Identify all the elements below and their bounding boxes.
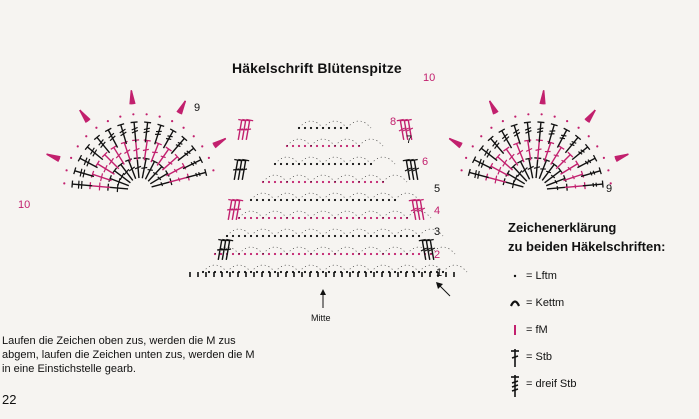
stb-cross bbox=[80, 169, 82, 177]
round-number-10-right: 10 bbox=[423, 72, 436, 84]
chain-dot bbox=[376, 253, 378, 255]
stb-cross bbox=[167, 136, 172, 137]
chart-title: Häkelschrift Blütenspitze bbox=[232, 60, 402, 76]
chain-dot bbox=[316, 253, 318, 255]
stb-cap bbox=[131, 122, 138, 123]
chain-dot bbox=[364, 199, 366, 201]
legend-label: = Kettm bbox=[526, 296, 565, 309]
chain-dot bbox=[304, 199, 306, 201]
chain-dot bbox=[292, 199, 294, 201]
chain-dot bbox=[328, 127, 330, 129]
chain-dot bbox=[298, 217, 300, 219]
chain-dot bbox=[370, 253, 372, 255]
chain-dot bbox=[346, 181, 348, 183]
chain-dot bbox=[292, 163, 294, 165]
chain-dot bbox=[340, 145, 342, 147]
chain-dot bbox=[268, 217, 270, 219]
chain-dot bbox=[268, 199, 270, 201]
round-number-2: 2 bbox=[434, 249, 441, 261]
chain-dot bbox=[70, 157, 72, 159]
chain-dot bbox=[280, 199, 282, 201]
chain-dot bbox=[388, 253, 390, 255]
stb-cap bbox=[144, 140, 151, 141]
chain-dot bbox=[280, 253, 282, 255]
chain-dot bbox=[352, 181, 354, 183]
chain-dot bbox=[280, 163, 282, 165]
legend-label: = fM bbox=[526, 323, 548, 336]
stb-cross bbox=[536, 149, 542, 150]
chain-dot bbox=[364, 163, 366, 165]
chain-dot bbox=[304, 127, 306, 129]
chain-dot bbox=[322, 253, 324, 255]
stb-cross bbox=[572, 141, 577, 143]
chain-dot bbox=[208, 271, 210, 273]
chain-dot bbox=[328, 271, 330, 273]
chain-dot bbox=[376, 217, 378, 219]
chain-dot bbox=[346, 145, 348, 147]
chain-dot bbox=[607, 169, 609, 171]
chain-dot bbox=[298, 145, 300, 147]
stb-cap bbox=[537, 122, 544, 123]
stb-cross bbox=[503, 160, 507, 166]
chain-dot bbox=[328, 217, 330, 219]
chain-dot bbox=[316, 163, 318, 165]
chain-loop bbox=[383, 175, 407, 182]
chain-dot bbox=[364, 181, 366, 183]
stb-cross bbox=[81, 181, 82, 189]
chain-dot bbox=[388, 217, 390, 219]
chain-dot bbox=[394, 253, 396, 255]
legend bbox=[508, 262, 576, 397]
chain-dot bbox=[352, 235, 354, 237]
stb-cross bbox=[99, 182, 100, 190]
chain-dot bbox=[340, 199, 342, 201]
chain-dot bbox=[352, 271, 354, 273]
chain-dot bbox=[334, 199, 336, 201]
dreif-stb-symbol-icon bbox=[508, 374, 522, 394]
chain-dot bbox=[250, 217, 252, 219]
bar-symbol-icon bbox=[508, 320, 522, 340]
stb-cross bbox=[573, 175, 575, 179]
chain-dot bbox=[182, 127, 184, 129]
chain-dot bbox=[364, 235, 366, 237]
chain-dot bbox=[346, 253, 348, 255]
chain-dot bbox=[340, 217, 342, 219]
stb-cross bbox=[554, 155, 559, 156]
chain-dot bbox=[256, 253, 258, 255]
stb-cross bbox=[487, 151, 491, 158]
chain-dot bbox=[238, 235, 240, 237]
legend-title-line1: Zeichenerklärung bbox=[508, 220, 617, 235]
stb-cross bbox=[593, 183, 594, 187]
chain-dot bbox=[334, 163, 336, 165]
chain-dot bbox=[95, 127, 97, 129]
chain-loop bbox=[359, 139, 383, 146]
chain-dot bbox=[274, 217, 276, 219]
stb-cross bbox=[161, 182, 163, 186]
chain-dot bbox=[256, 199, 258, 201]
chain-dot bbox=[340, 127, 342, 129]
stb-cross bbox=[196, 173, 198, 177]
chain-dot bbox=[286, 235, 288, 237]
chain-dot bbox=[328, 199, 330, 201]
stb-cross bbox=[512, 180, 514, 188]
chain-dot bbox=[201, 145, 203, 147]
chain-dot bbox=[334, 235, 336, 237]
chain-dot bbox=[304, 163, 306, 165]
center-label: Mitte bbox=[311, 313, 331, 323]
chain-dot bbox=[316, 181, 318, 183]
round-number-9-left: 9 bbox=[194, 102, 201, 114]
legend-item-kettm bbox=[508, 289, 576, 316]
chain-dot bbox=[352, 163, 354, 165]
chain-dot bbox=[212, 169, 214, 171]
chain-dot bbox=[412, 253, 414, 255]
chain-dot bbox=[490, 127, 492, 129]
chain-dot bbox=[340, 181, 342, 183]
chain-dot bbox=[193, 135, 195, 137]
stb-cross bbox=[478, 171, 480, 179]
chain-dot bbox=[382, 199, 384, 201]
stb-cross bbox=[596, 183, 597, 187]
chain-dot bbox=[514, 115, 516, 117]
stb-cap bbox=[144, 122, 151, 123]
chain-dot bbox=[304, 217, 306, 219]
chain-dot bbox=[85, 135, 87, 137]
stb-cap bbox=[166, 147, 172, 151]
chain-dot bbox=[400, 253, 402, 255]
chain-dot bbox=[65, 169, 67, 171]
chain-dot bbox=[566, 120, 568, 122]
chain-loop bbox=[371, 157, 395, 164]
round-number-10-left: 10 bbox=[18, 199, 31, 211]
instruction-note: Laufen die Zeichen oben zus, werden die M zus abgem, laufen die Zeichen unten zus, werden die M in eine Einstichstelle gearb. bbox=[2, 335, 255, 375]
chain-dot bbox=[316, 127, 318, 129]
chain-dot bbox=[364, 217, 366, 219]
chain-loop bbox=[443, 265, 467, 272]
chain-dot bbox=[328, 163, 330, 165]
stb-cross bbox=[534, 167, 540, 168]
chain-dot bbox=[322, 181, 324, 183]
chain-dot bbox=[400, 217, 402, 219]
chain-dot bbox=[63, 182, 65, 184]
chain-dot bbox=[370, 217, 372, 219]
chain-dot bbox=[159, 115, 161, 117]
chain-dot bbox=[304, 253, 306, 255]
stb-cross bbox=[522, 168, 527, 173]
chain-dot bbox=[388, 235, 390, 237]
stb-cross bbox=[166, 139, 171, 140]
chain-dot bbox=[472, 145, 474, 147]
chain-dot bbox=[310, 127, 312, 129]
chain-dot bbox=[328, 181, 330, 183]
chain-dot bbox=[424, 271, 426, 273]
chain-dot bbox=[171, 120, 173, 122]
chain-dot bbox=[554, 115, 556, 117]
chain-dot bbox=[328, 145, 330, 147]
stb-cross bbox=[546, 171, 551, 173]
chain-dot bbox=[352, 217, 354, 219]
round-number-4: 4 bbox=[434, 205, 441, 217]
chain-dot bbox=[465, 157, 467, 159]
stb-cross bbox=[144, 128, 150, 129]
chain-dot bbox=[328, 253, 330, 255]
chain-dot bbox=[304, 235, 306, 237]
stb-cross bbox=[141, 167, 147, 168]
stb-cap bbox=[468, 169, 470, 176]
stb-cross bbox=[495, 176, 497, 184]
chain-dot bbox=[328, 235, 330, 237]
legend-title bbox=[508, 218, 665, 256]
stb-cross bbox=[557, 186, 558, 190]
chain-dot bbox=[316, 199, 318, 201]
chain-dot bbox=[250, 253, 252, 255]
chain-dot bbox=[268, 235, 270, 237]
chain-dot bbox=[280, 271, 282, 273]
chain-dot bbox=[274, 253, 276, 255]
dot-symbol-icon bbox=[508, 266, 522, 286]
chain-dot bbox=[340, 163, 342, 165]
stb-cross bbox=[593, 171, 595, 175]
chain-dot bbox=[280, 217, 282, 219]
arc-symbol-icon bbox=[508, 293, 522, 313]
chain-dot bbox=[268, 181, 270, 183]
stb-cross bbox=[560, 138, 565, 139]
chain-dot bbox=[292, 145, 294, 147]
chain-dot bbox=[346, 217, 348, 219]
chain-dot bbox=[286, 163, 288, 165]
chain-dot bbox=[256, 271, 258, 273]
chain-dot bbox=[352, 199, 354, 201]
chain-dot bbox=[292, 217, 294, 219]
chain-dot bbox=[406, 235, 408, 237]
stb-cross bbox=[143, 149, 149, 150]
chain-dot bbox=[298, 253, 300, 255]
chain-dot bbox=[364, 253, 366, 255]
chain-dot bbox=[358, 163, 360, 165]
chain-dot bbox=[388, 199, 390, 201]
chain-dot bbox=[286, 199, 288, 201]
stb-cap bbox=[602, 181, 603, 188]
stb-cross bbox=[178, 178, 180, 182]
chain-dot bbox=[588, 135, 590, 137]
stb-cross bbox=[93, 150, 97, 157]
chain-dot bbox=[376, 181, 378, 183]
chain-dot bbox=[232, 253, 234, 255]
chain-dot bbox=[208, 157, 210, 159]
chain-dot bbox=[132, 113, 134, 115]
stb-cap bbox=[72, 181, 73, 188]
stb-cross bbox=[537, 131, 543, 132]
chain-dot bbox=[244, 235, 246, 237]
chain-dot bbox=[292, 235, 294, 237]
chain-dot bbox=[418, 253, 420, 255]
chain-dot bbox=[280, 235, 282, 237]
chain-dot bbox=[310, 235, 312, 237]
chain-dot bbox=[352, 145, 354, 147]
stb-cross bbox=[90, 148, 94, 155]
stb-cap bbox=[143, 158, 150, 159]
round-number-7: 7 bbox=[406, 134, 413, 146]
chain-dot bbox=[220, 253, 222, 255]
chain-dot bbox=[232, 271, 234, 273]
round-number-5: 5 bbox=[434, 183, 441, 195]
stb-cap bbox=[524, 122, 531, 123]
stb-cap bbox=[503, 147, 509, 151]
chain-dot bbox=[292, 181, 294, 183]
chain-dot bbox=[256, 217, 258, 219]
chain-dot bbox=[304, 145, 306, 147]
chain-dot bbox=[376, 271, 378, 273]
chain-dot bbox=[596, 145, 598, 147]
chain-dot bbox=[502, 120, 504, 122]
legend-item-fm bbox=[508, 316, 576, 343]
chain-dot bbox=[340, 235, 342, 237]
stb-cross bbox=[575, 184, 576, 188]
round-number-1: 1 bbox=[436, 267, 443, 279]
legend-label: = Stb bbox=[526, 350, 552, 363]
chain-dot bbox=[244, 253, 246, 255]
chain-dot bbox=[316, 235, 318, 237]
stb-cross bbox=[117, 184, 118, 192]
chain-dot bbox=[119, 115, 121, 117]
chain-dot bbox=[376, 199, 378, 201]
legend-label: = Lftm bbox=[526, 269, 557, 282]
chain-dot bbox=[146, 113, 148, 115]
stb-cross bbox=[78, 181, 79, 189]
chain-dot bbox=[107, 120, 109, 122]
stb-cross bbox=[570, 144, 575, 146]
stb-cross bbox=[199, 172, 201, 176]
stb-cross bbox=[537, 128, 543, 129]
chain-dot bbox=[310, 163, 312, 165]
stb-cross bbox=[83, 170, 85, 178]
stb-cross bbox=[161, 156, 166, 157]
stb-cross bbox=[144, 131, 150, 132]
chain-dot bbox=[460, 169, 462, 171]
mitte-arrow-icon bbox=[320, 289, 326, 308]
legend-title-line2: zu beiden Häkelschriften: bbox=[508, 239, 666, 254]
chain-dot bbox=[262, 235, 264, 237]
chain-dot bbox=[298, 181, 300, 183]
stb-cross bbox=[485, 149, 489, 156]
chain-dot bbox=[304, 271, 306, 273]
chain-dot bbox=[310, 199, 312, 201]
stb-symbol-icon bbox=[508, 347, 522, 367]
chain-dot bbox=[394, 217, 396, 219]
chain-dot bbox=[376, 235, 378, 237]
chain-dot bbox=[358, 235, 360, 237]
chain-dot bbox=[334, 127, 336, 129]
chain-dot bbox=[480, 135, 482, 137]
round-number-9-right: 9 bbox=[606, 183, 613, 195]
chain-dot bbox=[322, 217, 324, 219]
chain-dot bbox=[577, 127, 579, 129]
chain-dot bbox=[292, 253, 294, 255]
stb-cross bbox=[561, 135, 566, 136]
legend-item-lftm bbox=[508, 262, 576, 289]
stb-cross bbox=[148, 170, 153, 171]
chain-dot bbox=[316, 145, 318, 147]
chain-dot bbox=[382, 235, 384, 237]
chain-dot bbox=[316, 217, 318, 219]
chain-dot bbox=[274, 181, 276, 183]
chain-dot bbox=[77, 145, 79, 147]
page-number: 22 bbox=[2, 392, 17, 407]
chain-dot bbox=[527, 113, 529, 115]
chain-dot bbox=[280, 181, 282, 183]
chain-dot bbox=[322, 145, 324, 147]
chain-dot bbox=[352, 253, 354, 255]
chain-dot bbox=[244, 217, 246, 219]
legend-label: = dreif Stb bbox=[526, 377, 577, 390]
chain-dot bbox=[400, 271, 402, 273]
chain-dot bbox=[400, 235, 402, 237]
chain-dot bbox=[256, 235, 258, 237]
start-arrow-icon bbox=[436, 282, 450, 296]
stb-cross bbox=[590, 172, 592, 176]
stb-cross bbox=[120, 173, 124, 180]
chain-dot bbox=[340, 253, 342, 255]
stb-cross bbox=[475, 170, 477, 178]
round-number-8: 8 bbox=[390, 116, 397, 128]
chain-dot bbox=[370, 181, 372, 183]
chain-dot bbox=[262, 199, 264, 201]
chain-dot bbox=[412, 235, 414, 237]
chain-dot bbox=[541, 113, 543, 115]
chain-loop bbox=[347, 121, 371, 128]
stb-cap bbox=[524, 140, 531, 141]
legend-item-dreif-stb bbox=[508, 370, 576, 397]
stb-cap bbox=[205, 169, 207, 176]
chain-dot bbox=[603, 157, 605, 159]
chain-dot bbox=[268, 253, 270, 255]
legend-item-stb bbox=[508, 343, 576, 370]
stb-cap bbox=[525, 158, 532, 159]
chain-dot bbox=[232, 235, 234, 237]
round-number-6: 6 bbox=[422, 156, 429, 168]
round-number-3: 3 bbox=[434, 226, 441, 238]
chain-dot bbox=[358, 199, 360, 201]
chain-dot bbox=[304, 181, 306, 183]
